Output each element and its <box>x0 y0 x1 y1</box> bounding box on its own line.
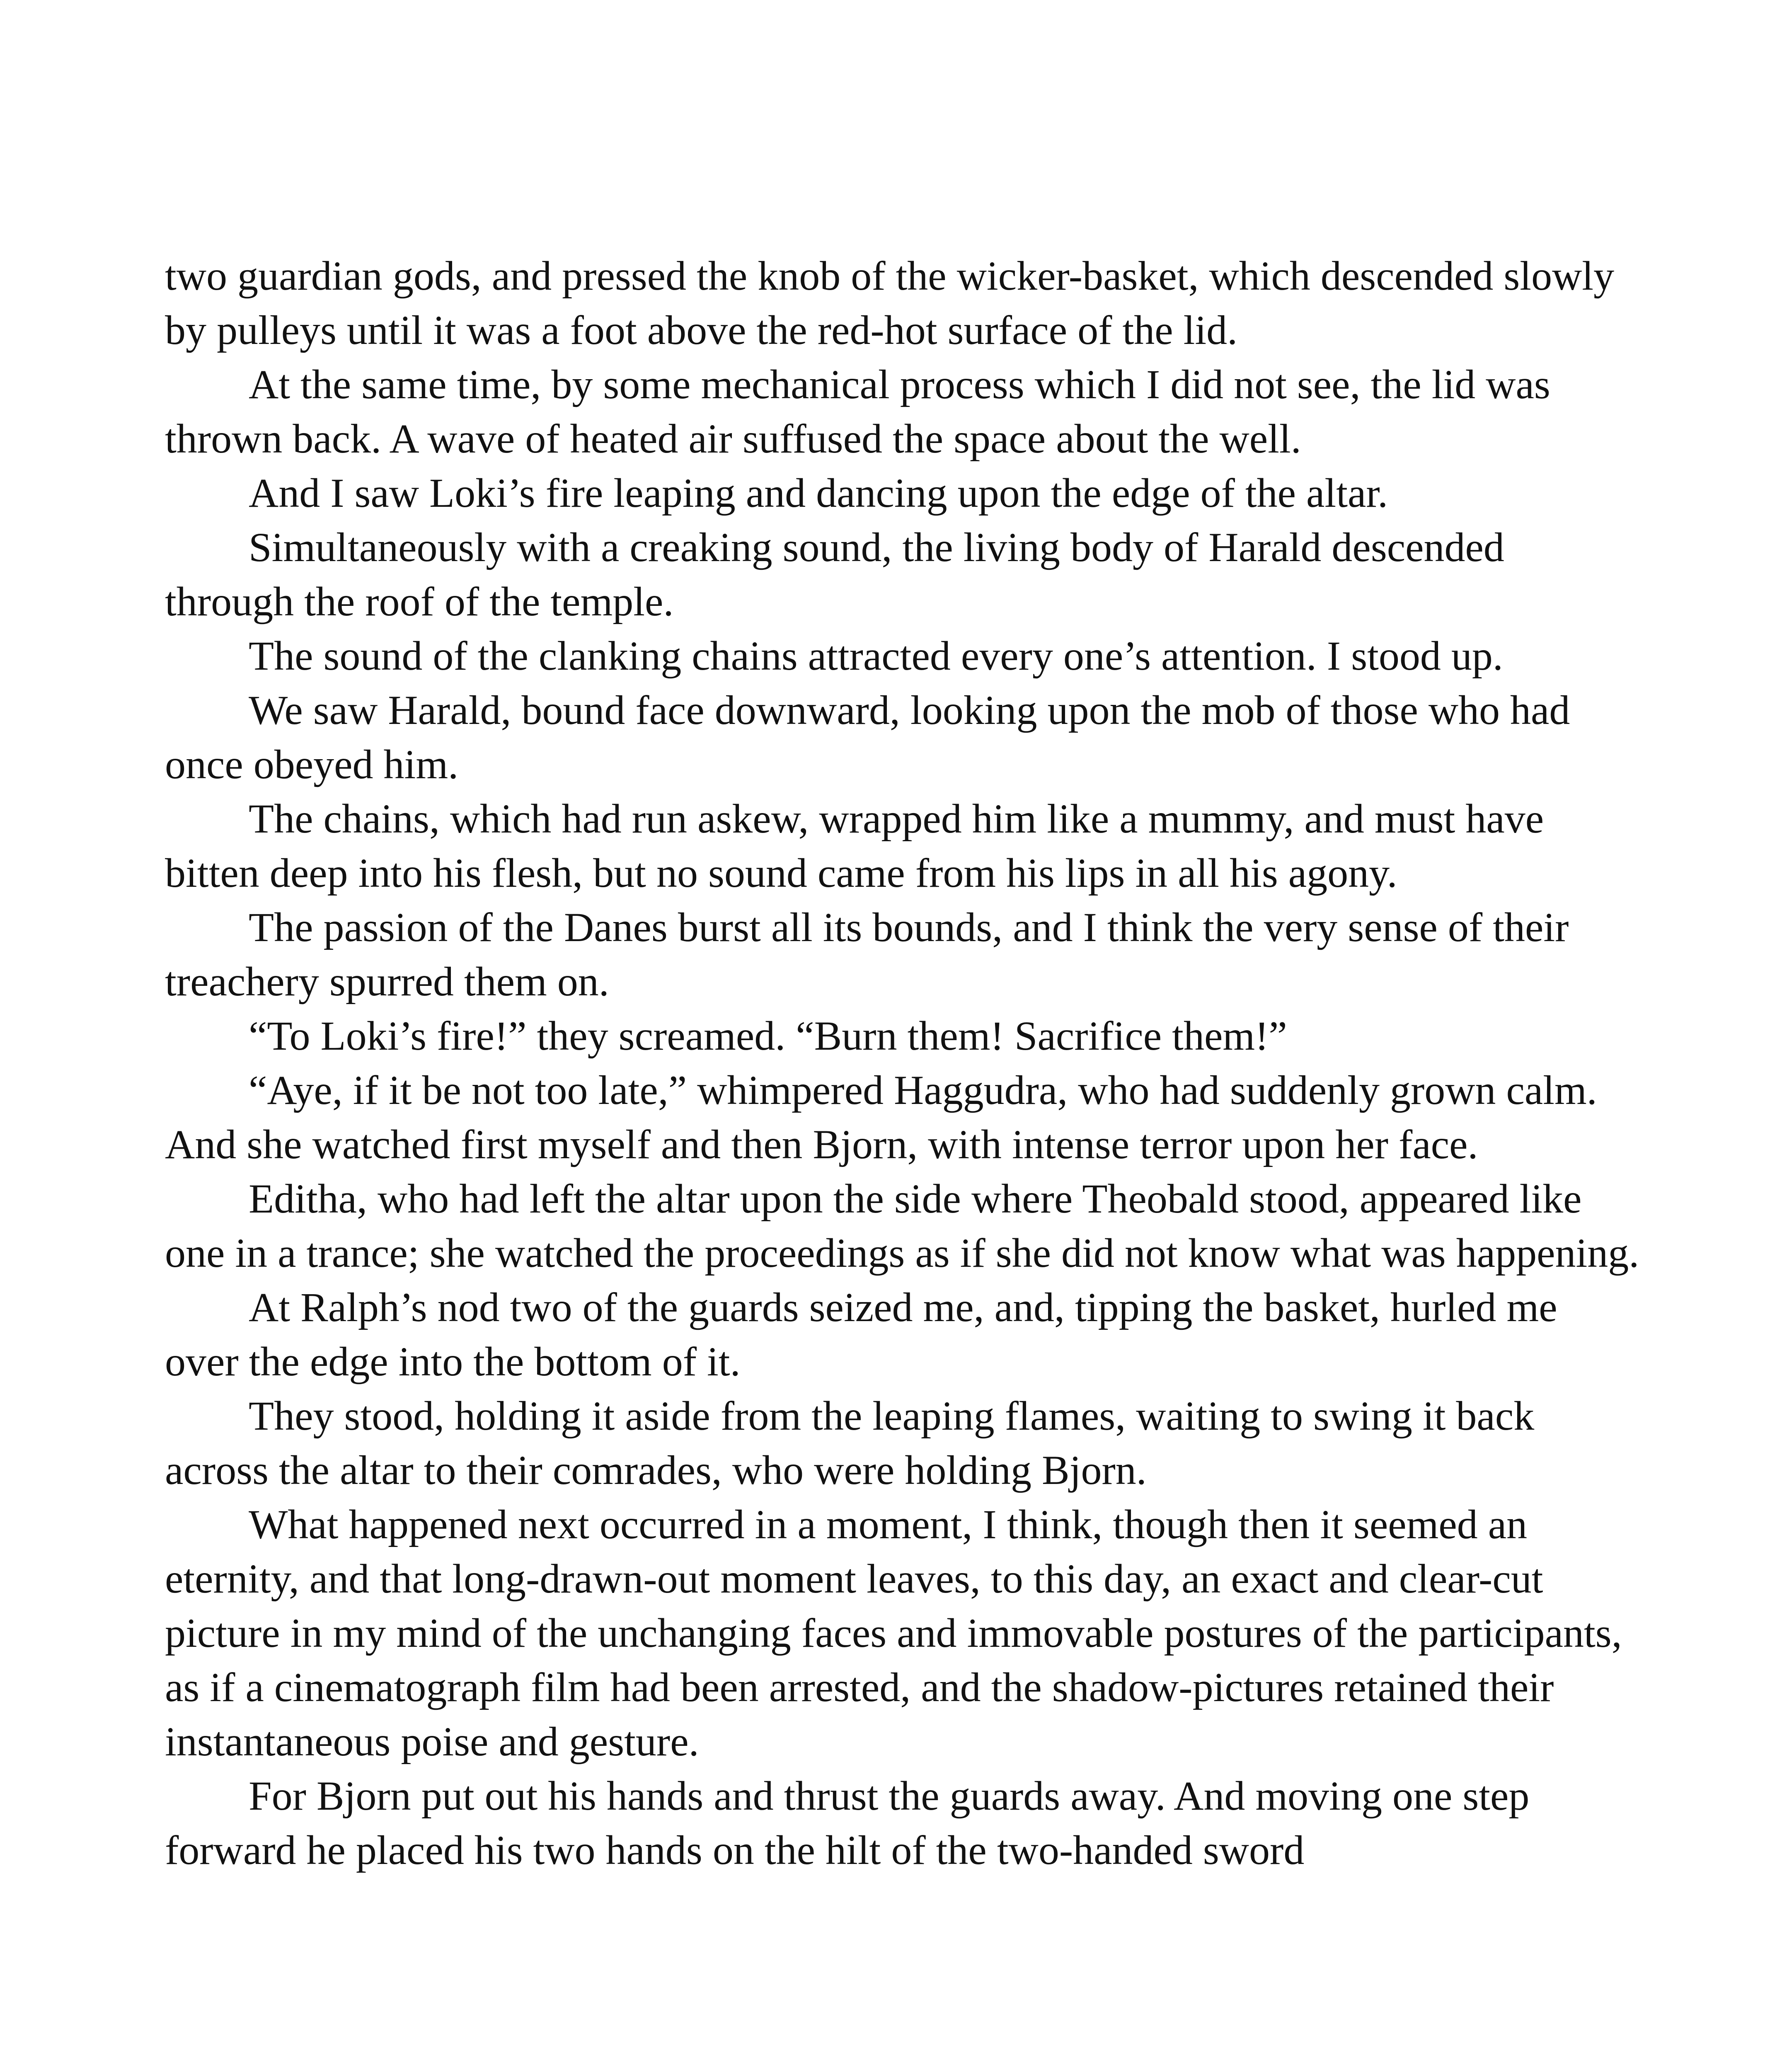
paragraph: And I saw Loki’s fire leaping and dancing upon the edge of the altar. <box>249 470 1388 516</box>
paragraph: The passion of the Danes burst all its bounds, and I think the very sense of their treachery spurred them on. <box>165 904 1569 1005</box>
paragraph: For Bjorn put out his hands and thrust the guards away. And moving one step forward he placed his two hands on the hilt of the two-handed sword <box>165 1773 1530 1873</box>
paragraph: At Ralph’s nod two of the guards seized me, and, tipping the basket, hurled me over the edge into the bottom of it. <box>165 1284 1557 1385</box>
paragraph: At the same time, by some mechanical process which I did not see, the lid was thrown back. A wave of heated air suffused the space about the well. <box>165 361 1550 462</box>
paragraph: The chains, which had run askew, wrapped him like a mummy, and must have bitten deep into his flesh, but no sound came from his lips in all his agony. <box>165 796 1544 896</box>
paragraph: “To Loki’s fire!” they screamed. “Burn them! Sacrifice them!” <box>249 1013 1287 1059</box>
paragraph: Editha, who had left the altar upon the side where Theobald stood, appeared like one in a trance; she watched the proceedings as if she did not know what was happening. <box>165 1176 1639 1276</box>
paragraph: We saw Harald, bound face downward, looking upon the mob of those who had once obeyed him. <box>165 687 1570 787</box>
paragraph: “Aye, if it be not too late,” whimpered Haggudra, who had suddenly grown calm. And she watched first myself and then Bjorn, with intense terror upon her face. <box>165 1067 1597 1167</box>
paragraph: The sound of the clanking chains attracted every one’s attention. I stood up. <box>249 633 1503 679</box>
paragraph: Simultaneously with a creaking sound, the living body of Harald descended through the roof of the temple. <box>165 524 1504 625</box>
paragraph: What happened next occurred in a moment, I think, though then it seemed an eternity, and that long-drawn-out moment leaves, to this day, an exact and clear-cut picture in my mind of the unchanging faces and immovable postures of the participants, as if a cinematograph film had been arrested, and the shadow-pictures retained their instantaneous poise and gesture. <box>165 1501 1622 1765</box>
paragraph: They stood, holding it aside from the leaping flames, waiting to swing it back across the altar to their comrades, who were holding Bjorn. <box>165 1393 1535 1493</box>
body-text <box>165 249 1640 1877</box>
paragraph: two guardian gods, and pressed the knob of the wicker-basket, which descended slowly by pulleys until it was a foot above the red-hot surface of the lid. <box>165 253 1615 353</box>
